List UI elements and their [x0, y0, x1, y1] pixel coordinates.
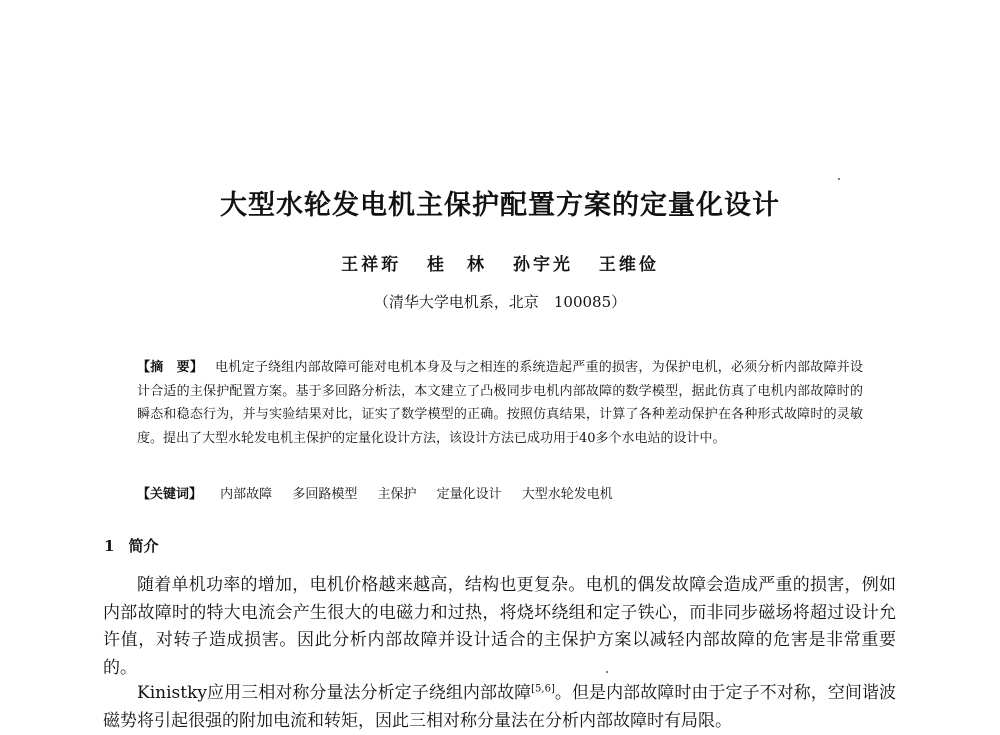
keyword: 定量化设计 — [436, 487, 502, 502]
author-name: 王维俭 — [598, 255, 659, 275]
section-number: 1 — [104, 537, 115, 555]
abstract-label: 【摘 要】 — [137, 360, 204, 375]
keyword: 大型水轮发电机 — [521, 487, 613, 502]
paper-title: 大型水轮发电机主保护配置方案的定量化设计 — [220, 190, 780, 221]
body-paragraph — [103, 680, 896, 735]
author-name: 孙宇光 — [512, 255, 573, 275]
abstract — [137, 356, 863, 450]
author-name: 王祥珩 — [341, 255, 402, 275]
scan-speck — [606, 671, 608, 673]
keyword: 内部故障 — [220, 487, 273, 502]
paragraph-text: Kinistky应用三相对称分量法分析定子绕组内部故障 — [137, 683, 532, 703]
keywords-label: 【关键词】 — [137, 487, 203, 502]
author-name: 桂 林 — [427, 255, 488, 275]
paragraph-text: 。但是内部故障时由于定子不对称，空间谐波磁势将引起很强的附加电流和转矩，因此三相对称分量法在分析内部故障时有局限。 — [103, 683, 897, 731]
body-paragraph: 随着单机功率的增加，电机价格越来越高，结构也更复杂。电机的偶发故障会造成严重的损害，例如内部故障时的特大电流会产生很大的电磁力和过热，将烧坏绕组和定子铁心，而非同步磁场将超过设计允许值，对转子造成损害。因此分析内部故障并设计适合的主保护方案以减轻内部故障的危害是非常重要的。 — [103, 575, 896, 678]
keywords — [137, 483, 863, 506]
section-heading — [104, 533, 158, 559]
keyword: 主保护 — [377, 487, 417, 502]
abstract-text: 电机定子绕组内部故障可能对电机本身及与之相连的系统造起严重的损害，为保护电机，必须分析内部故障并设计合适的主保护配置方案。基于多回路分析法，本文建立了凸极同步电机内部故障的数学模型，据此仿真了电机内部故障时的瞬态和稳态行为，并与实验结果对比，证实了数学模型的正确。按照仿真结果，计算了各种差动保护在各种形式故障时的灵敏度。提出了大型水轮发电机主保护的定量化设计方法，该设计方法已成功用于40多个水电站的设计中。 — [137, 360, 863, 446]
section-title: 简介 — [128, 537, 159, 555]
affiliation: （清华大学电机系，北京 100085） — [373, 293, 627, 311]
author-list — [0, 252, 1000, 278]
keyword: 多回路模型 — [292, 487, 358, 502]
scan-speck — [838, 178, 840, 180]
citation: [5,6] — [531, 683, 555, 695]
